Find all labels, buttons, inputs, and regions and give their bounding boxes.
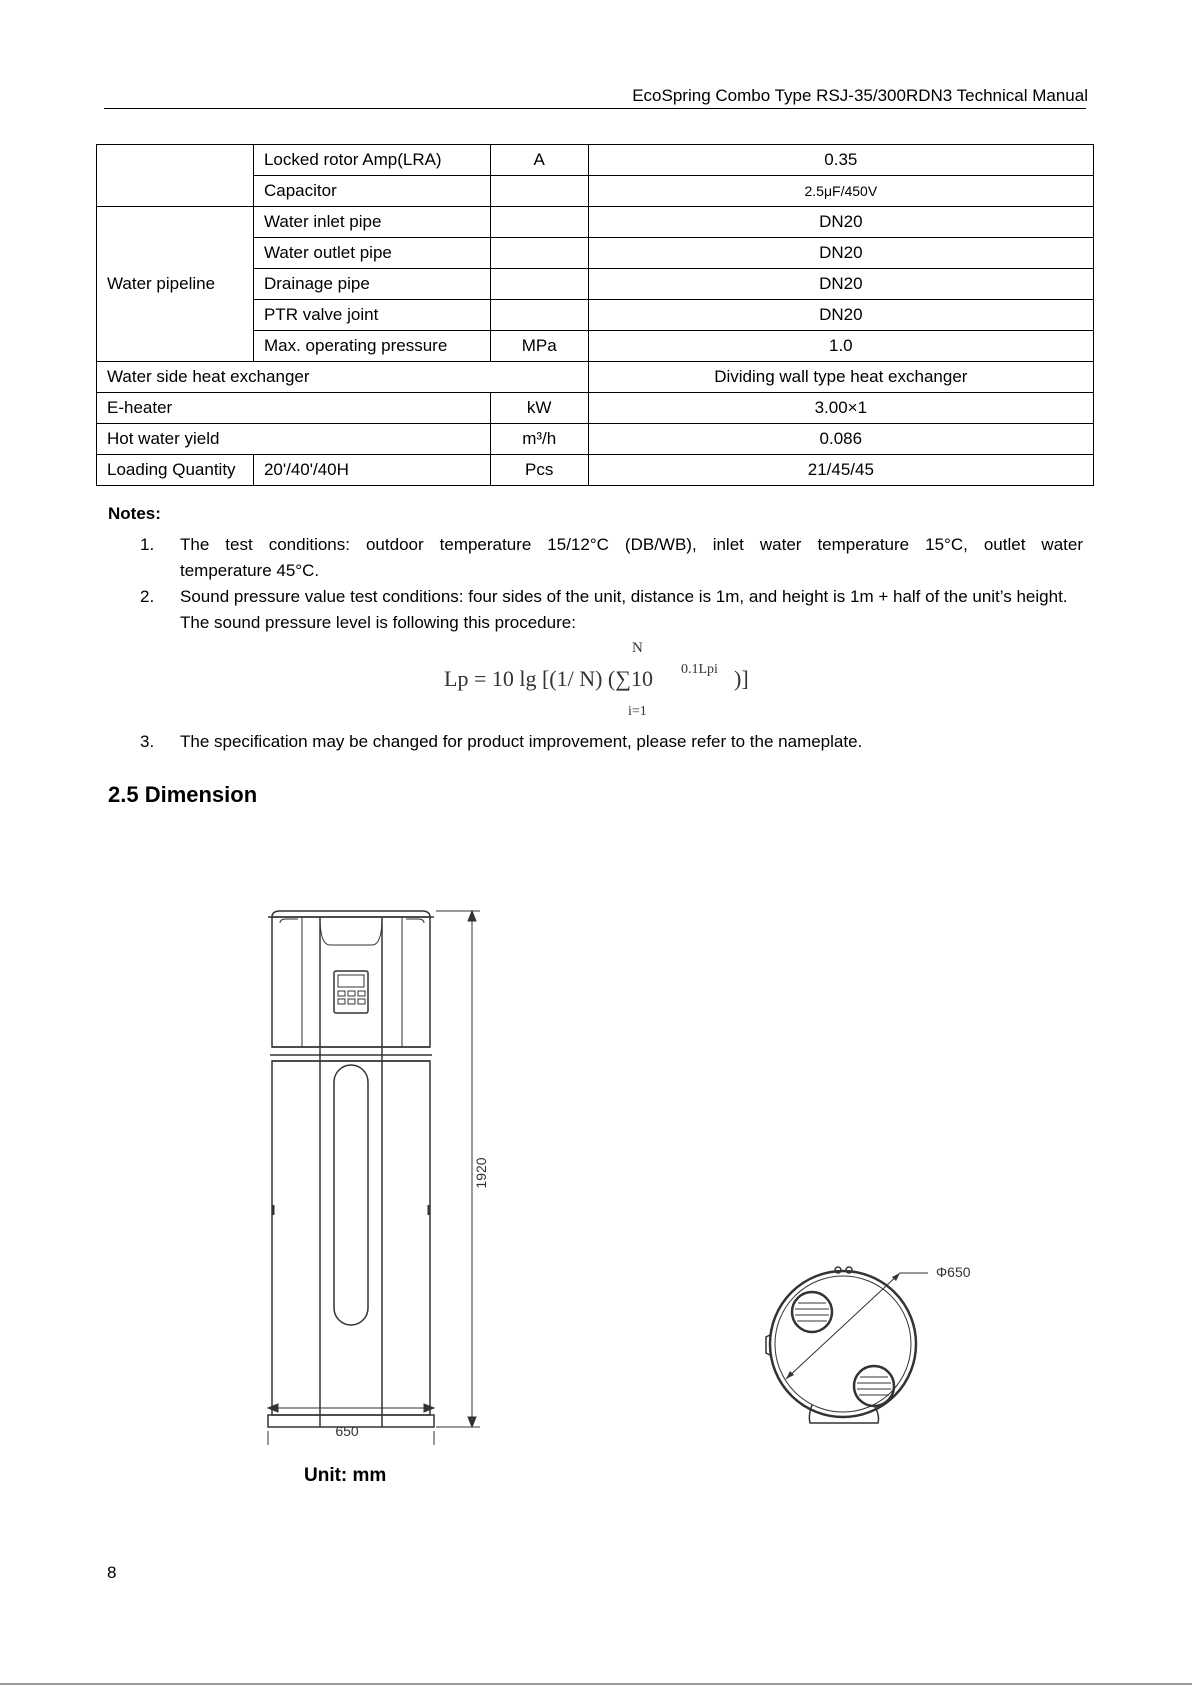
front-view-drawing xyxy=(250,905,520,1445)
row-label: Water side heat exchanger xyxy=(97,362,589,393)
formula-sum-upper: N xyxy=(632,640,643,656)
unit-caption: Unit: mm xyxy=(304,1465,387,1486)
row-unit xyxy=(490,207,588,238)
note-text: The specification may be changed for product improvement, please refer to the nameplate. xyxy=(180,732,863,751)
row-value: DN20 xyxy=(588,238,1093,269)
row-label: Drainage pipe xyxy=(253,269,490,300)
row-value: Dividing wall type heat exchanger xyxy=(588,362,1093,393)
row-value: DN20 xyxy=(588,300,1093,331)
note-text-line2: temperature 45°C. xyxy=(180,561,320,580)
row-unit xyxy=(490,238,588,269)
row-label: Loading Quantity xyxy=(97,455,254,486)
row-value: DN20 xyxy=(588,269,1093,300)
note-number: 2. xyxy=(140,587,155,606)
note-text: Sound pressure value test conditions: four sides of the unit, distance is 1m, and height is 1m + half of the unit’s height. The sound pressure level is following this procedure: xyxy=(180,587,1068,632)
row-label: E-heater xyxy=(97,393,491,424)
note-number: 1. xyxy=(140,535,155,554)
row-unit: m³/h xyxy=(490,424,588,455)
width-dimension-label: 650 xyxy=(335,1423,359,1439)
formula-exponent: 0.1Lpi xyxy=(681,662,718,677)
row-label: Locked rotor Amp(LRA) xyxy=(253,145,490,176)
row-label: Capacitor xyxy=(253,176,490,207)
table-cell-empty xyxy=(97,145,254,207)
table-row xyxy=(97,393,1094,424)
width-dimension xyxy=(250,1390,450,1450)
row-label: PTR valve joint xyxy=(253,300,490,331)
row-value: 2.5μF/450V xyxy=(588,176,1093,207)
page-number: 8 xyxy=(107,1563,117,1582)
row-unit: kW xyxy=(490,393,588,424)
row-value: 0.086 xyxy=(588,424,1093,455)
table-row xyxy=(97,145,1094,176)
row-unit: A xyxy=(490,145,588,176)
row-label: Max. operating pressure xyxy=(253,331,490,362)
row-value: 0.35 xyxy=(588,145,1093,176)
row-label: Water outlet pipe xyxy=(253,238,490,269)
diameter-label: Φ650 xyxy=(936,1264,971,1280)
page-header xyxy=(104,84,1086,109)
row-sub-label: 20'/40'/40H xyxy=(253,455,490,486)
table-row xyxy=(97,362,1094,393)
height-dimension-label: 1920 xyxy=(473,1157,489,1189)
notes-title: Notes: xyxy=(108,504,161,523)
top-view-drawing xyxy=(760,1255,990,1445)
row-value: 1.0 xyxy=(588,331,1093,362)
spec-table xyxy=(96,144,1094,486)
section-title: 2.5 Dimension xyxy=(108,782,258,807)
manual-title: EcoSpring Combo Type RSJ-35/300RDN3 Technical Manual xyxy=(632,86,1088,105)
row-unit: Pcs xyxy=(490,455,588,486)
row-unit xyxy=(490,269,588,300)
row-label: Water inlet pipe xyxy=(253,207,490,238)
note-text-line1: The test conditions: outdoor temperature 15/12°C (DB/WB), inlet water temperature 15°C, outlet water xyxy=(180,535,1083,554)
row-label: Hot water yield xyxy=(97,424,491,455)
row-unit xyxy=(490,176,588,207)
sound-pressure-formula xyxy=(444,640,754,724)
formula-lhs: Lp = 10 lg [(1/ N) (∑10 xyxy=(444,666,653,691)
row-value: 21/45/45 xyxy=(588,455,1093,486)
row-value: 3.00×1 xyxy=(588,393,1093,424)
row-unit: MPa xyxy=(490,331,588,362)
note-number: 3. xyxy=(140,732,155,751)
table-row xyxy=(97,455,1094,486)
formula-rhs: )] xyxy=(734,666,749,691)
row-value: DN20 xyxy=(588,207,1093,238)
table-row xyxy=(97,207,1094,238)
table-row xyxy=(97,424,1094,455)
row-unit xyxy=(490,300,588,331)
formula-sum-lower: i=1 xyxy=(628,704,647,719)
group-label-water-pipeline: Water pipeline xyxy=(97,207,254,362)
